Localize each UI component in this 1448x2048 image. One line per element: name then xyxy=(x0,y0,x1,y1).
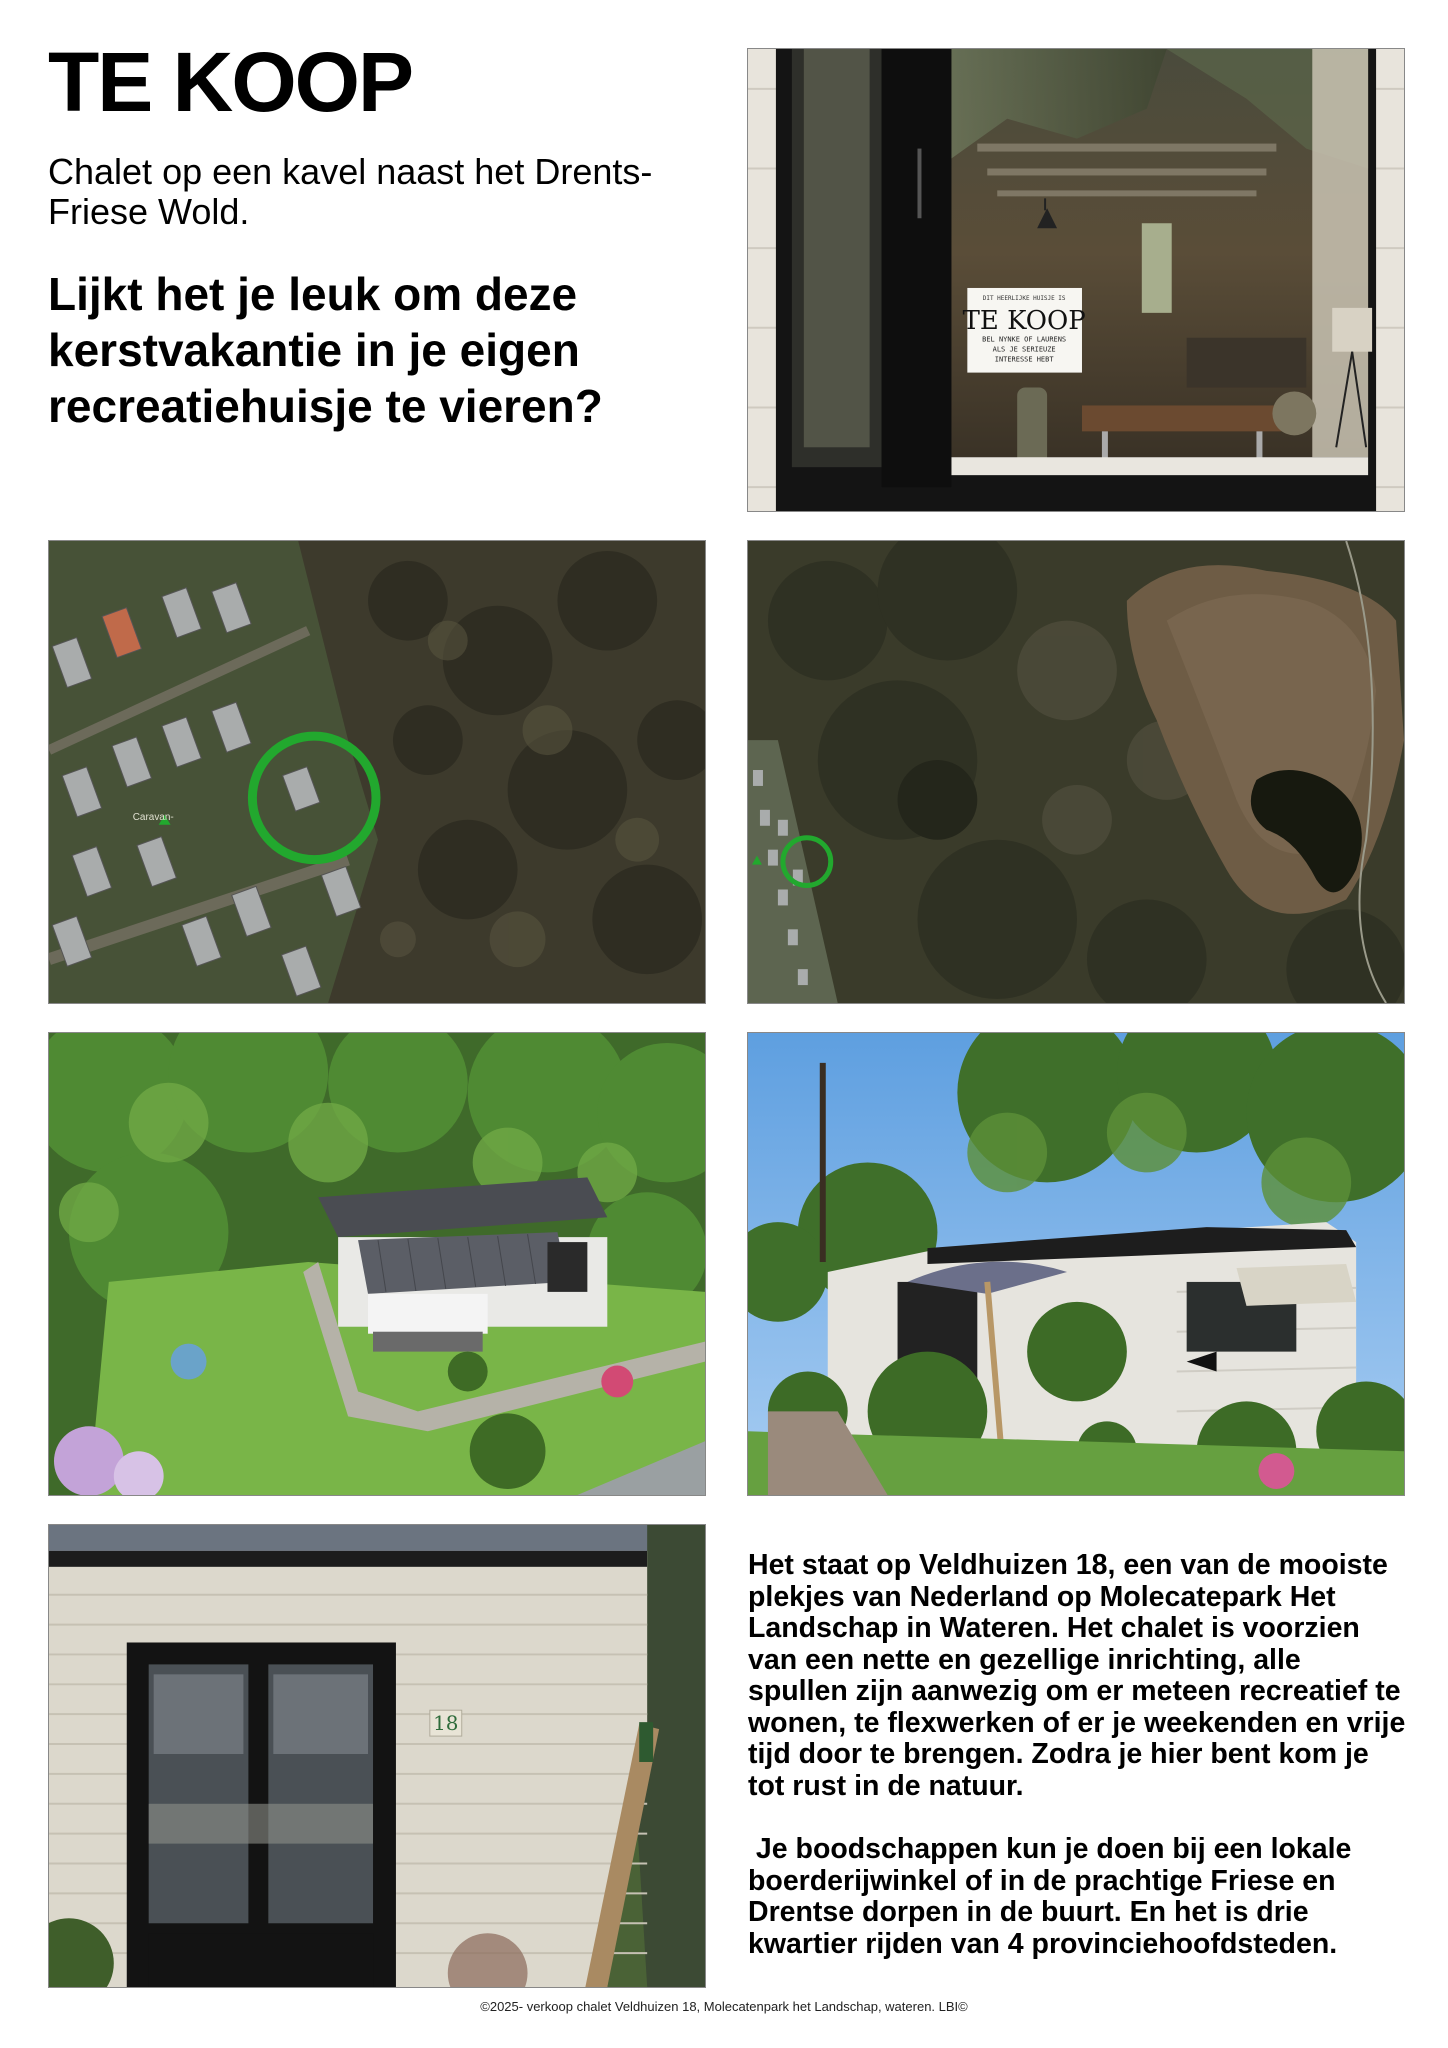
sign-title-text: TE KOOP xyxy=(962,305,1086,336)
question-heading: Lijkt het je leuk om deze kerstvakantie in je eigen recreatiehuisje te vieren? xyxy=(48,268,603,432)
sign-line-1: BEL NYNKE OF LAURENS xyxy=(982,335,1067,344)
photo-aerial-closeup xyxy=(48,540,706,1004)
photo-aerial-wide xyxy=(747,540,1405,1004)
sign-line-2: ALS JE SERIEUZE xyxy=(992,345,1056,354)
page-title: TE KOOP xyxy=(48,35,413,129)
photo-interior-window xyxy=(747,48,1405,512)
description-paragraph-1: Het staat op Veldhuizen 18, een van de mooiste plekjes van Nederland op Molecatepark Het Landschap in Wateren. Het chalet is voorzien van een nette en gezellige inrichting, alle spullen zijn aanwezig om er meteen recreatief te wonen, te flexwerken of er je weekenden en vrije tijd door te brengen. Zodra je hier bent kom je tot rust in de natuur. xyxy=(748,1549,1406,1802)
description-paragraph-2: Je boodschappen kun je doen bij een lokale boerderijwinkel of in de prachtige Friese en Drentse dorpen in de buurt. En het is drie kwartier rijden van 4 provinciehoofdsteden. xyxy=(748,1833,1360,1960)
description-text xyxy=(748,1550,1408,1992)
photo-chalet-front xyxy=(747,1032,1405,1496)
subtitle: Chalet op een kavel naast het Drents-Friese Wold. xyxy=(48,151,653,232)
house-number: 18 xyxy=(433,1712,459,1736)
photo-window-number xyxy=(48,1524,706,1988)
sign-top-text: DIT HEERLIJKE HUISJE IS xyxy=(982,294,1066,302)
footer-copyright: ©2025- verkoop chalet Veldhuizen 18, Molecatenpark het Landschap, wateren. LBI© xyxy=(480,1999,968,2014)
sign-line-3: INTERESSE HEBT xyxy=(994,355,1054,364)
photo-drone-garden xyxy=(48,1032,706,1496)
te-koop-sign xyxy=(963,288,1086,373)
map-label: Caravan- xyxy=(132,811,174,823)
